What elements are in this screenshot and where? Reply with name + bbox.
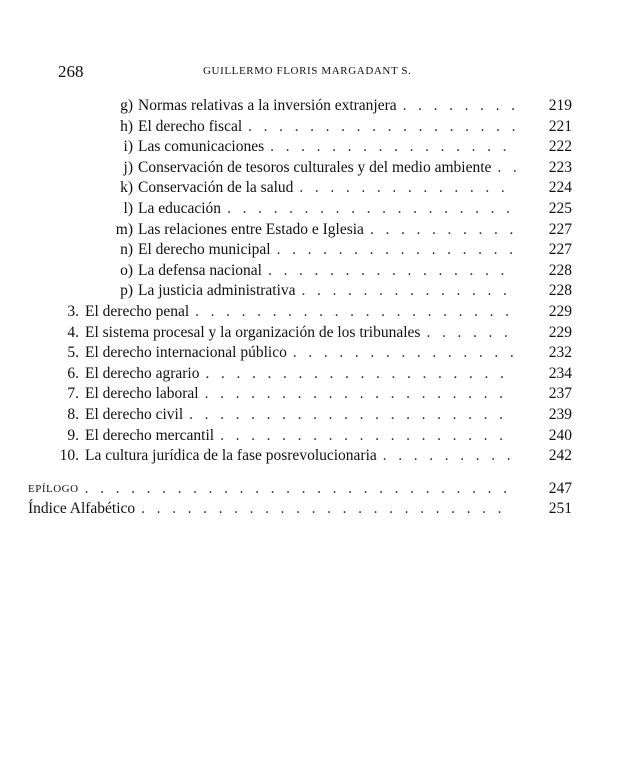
toc-entry-page: 234 bbox=[548, 364, 572, 382]
dot-leader: . . . . . . . . . . . . . . . . . . bbox=[248, 117, 528, 135]
toc-entry-page: 240 bbox=[548, 426, 572, 444]
toc-entry-label: g) bbox=[120, 97, 133, 114]
dot-leader: . . . . . . . . . . . . . . bbox=[299, 179, 517, 197]
toc-entry bbox=[0, 364, 572, 384]
toc-entry-title: El derecho civil bbox=[85, 406, 184, 423]
dot-leader: . . . . . . . . . . . . . . . . . . . . bbox=[205, 364, 516, 382]
toc-entry-page: 219 bbox=[548, 97, 572, 114]
toc-entry-title: El derecho fiscal bbox=[138, 117, 243, 135]
toc-entry-title: La justicia administrativa bbox=[138, 282, 296, 300]
toc-entry-label: 5. bbox=[67, 344, 79, 362]
toc-entry-label: 8. bbox=[67, 406, 79, 423]
toc-entry-title: La cultura jurídica de la fase posrevolucionaria bbox=[85, 447, 377, 465]
toc-entry-label: n) bbox=[120, 241, 133, 259]
toc-entry-label: k) bbox=[120, 179, 133, 197]
toc-entry-label: p) bbox=[120, 282, 133, 300]
toc-entry-title: El derecho mercantil bbox=[85, 426, 215, 444]
toc-entry-label: j) bbox=[123, 158, 133, 176]
toc-entry-title: Conservación de tesoros culturales y del medio ambiente bbox=[138, 158, 492, 176]
toc-entry-title: Las comunicaciones bbox=[138, 138, 265, 156]
toc-entry bbox=[0, 261, 572, 281]
toc-entry-page: 223 bbox=[548, 158, 572, 176]
toc-entry-page: 222 bbox=[548, 138, 572, 156]
toc-entry-page: 224 bbox=[548, 179, 572, 197]
toc-entry-label: h) bbox=[120, 117, 133, 135]
toc-entry bbox=[0, 281, 572, 301]
toc-entry-page: 242 bbox=[548, 447, 572, 465]
toc-entry-page: 232 bbox=[548, 344, 572, 362]
toc-entry-title: Conservación de la salud bbox=[138, 179, 294, 197]
toc-entry-title: La defensa nacional bbox=[138, 261, 262, 279]
toc-entry bbox=[0, 302, 572, 322]
dot-leader: . . . . . . . . bbox=[402, 97, 527, 114]
dot-leader: . . . . . . . . . . . . . . . . . . . . . . . . . . . . bbox=[84, 479, 519, 497]
toc-entry bbox=[0, 323, 572, 343]
toc-entry-page: 251 bbox=[548, 500, 572, 518]
toc-entry bbox=[0, 199, 572, 219]
toc-entry-label: 3. bbox=[67, 303, 79, 320]
toc-entry bbox=[0, 343, 572, 363]
running-title: GUILLERMO FLORIS MARGADANT S. bbox=[203, 65, 412, 77]
toc-entry-title: El derecho internacional público bbox=[85, 344, 287, 362]
toc-entry bbox=[0, 446, 572, 466]
dot-leader: . . . . . . . . . . . . . . bbox=[301, 282, 519, 300]
dot-leader: . . . . . . . . . . . . . . . . . . . . . bbox=[189, 406, 515, 423]
dot-leader: . . . . . . . . . . bbox=[369, 220, 525, 238]
toc-entry bbox=[0, 426, 572, 446]
toc-entry-title: El derecho municipal bbox=[138, 241, 271, 259]
toc-entry-title: Índice Alfabético bbox=[28, 500, 136, 518]
toc-entry-title: El sistema procesal y la organización de los tribunales bbox=[85, 323, 421, 341]
toc-entry-label: m) bbox=[115, 220, 133, 238]
toc-entry-title: El derecho penal bbox=[85, 303, 190, 320]
toc-entry-label: 10. bbox=[59, 447, 79, 465]
dot-leader: . . . . . . . . . . . . . . . . bbox=[270, 138, 519, 156]
toc-entry-title: EPÍLOGO bbox=[28, 482, 79, 495]
toc-entry-page: 247 bbox=[548, 479, 572, 497]
dot-leader: . . . . . . . . . . . . . . . . bbox=[267, 261, 516, 279]
toc-entry bbox=[0, 178, 572, 198]
toc-entry-title: La educación bbox=[138, 200, 222, 217]
toc-entry-page: 229 bbox=[548, 323, 572, 341]
toc-entry bbox=[0, 384, 572, 404]
dot-leader: . . . . . . . . . bbox=[382, 447, 523, 465]
page-header bbox=[58, 62, 588, 86]
toc-entry-label: 6. bbox=[67, 364, 79, 382]
dot-leader: . . bbox=[497, 158, 529, 176]
toc-entry-label: i) bbox=[123, 138, 133, 156]
dot-leader: . . . . . . . . . . . . . . . bbox=[292, 344, 526, 362]
toc-entry-page: 228 bbox=[548, 261, 572, 279]
toc-entry bbox=[0, 117, 572, 137]
toc-entry-label: 9. bbox=[67, 426, 79, 444]
dot-leader: . . . . . . . . . . . . . . . . . . . . . . . . bbox=[141, 500, 514, 518]
toc-entry-title: El derecho laboral bbox=[85, 385, 199, 403]
toc-entry-page: 221 bbox=[548, 117, 572, 135]
toc-entry bbox=[0, 240, 572, 260]
toc-entry-title: Las relaciones entre Estado e Iglesia bbox=[138, 220, 364, 238]
toc-entry-page: 225 bbox=[548, 200, 572, 217]
toc-entry-page: 229 bbox=[548, 303, 572, 320]
dot-leader: . . . . . . bbox=[426, 323, 520, 341]
toc-entry-label: l) bbox=[123, 200, 133, 217]
toc-entry bbox=[0, 499, 572, 519]
toc-entry-page: 237 bbox=[548, 385, 572, 403]
toc-entry bbox=[0, 96, 572, 116]
toc-entry bbox=[0, 405, 572, 425]
toc-entry-label: 7. bbox=[67, 385, 79, 403]
dot-leader: . . . . . . . . . . . . . . . . . . . . . bbox=[195, 303, 521, 320]
toc-entry-label: 4. bbox=[67, 323, 79, 341]
toc-entry-title: El derecho agrario bbox=[85, 364, 200, 382]
toc-entry bbox=[0, 479, 572, 499]
dot-leader: . . . . . . . . . . . . . . . . . . . bbox=[227, 200, 522, 217]
dot-leader: . . . . . . . . . . . . . . . . bbox=[276, 241, 525, 259]
toc-entry-page: 239 bbox=[548, 406, 572, 423]
toc-entry-page: 227 bbox=[548, 220, 572, 238]
toc-entry bbox=[0, 158, 572, 178]
toc-entry-label: o) bbox=[120, 261, 133, 279]
page-number: 268 bbox=[58, 62, 84, 81]
toc-entry bbox=[0, 137, 572, 157]
dot-leader: . . . . . . . . . . . . . . . . . . . bbox=[220, 426, 515, 444]
toc-entry-page: 227 bbox=[548, 241, 572, 259]
dot-leader: . . . . . . . . . . . . . . . . . . . . bbox=[204, 385, 515, 403]
toc-entry-page: 228 bbox=[548, 282, 572, 300]
toc-entry bbox=[0, 220, 572, 240]
toc-entry-title: Normas relativas a la inversión extranjera bbox=[138, 97, 397, 114]
